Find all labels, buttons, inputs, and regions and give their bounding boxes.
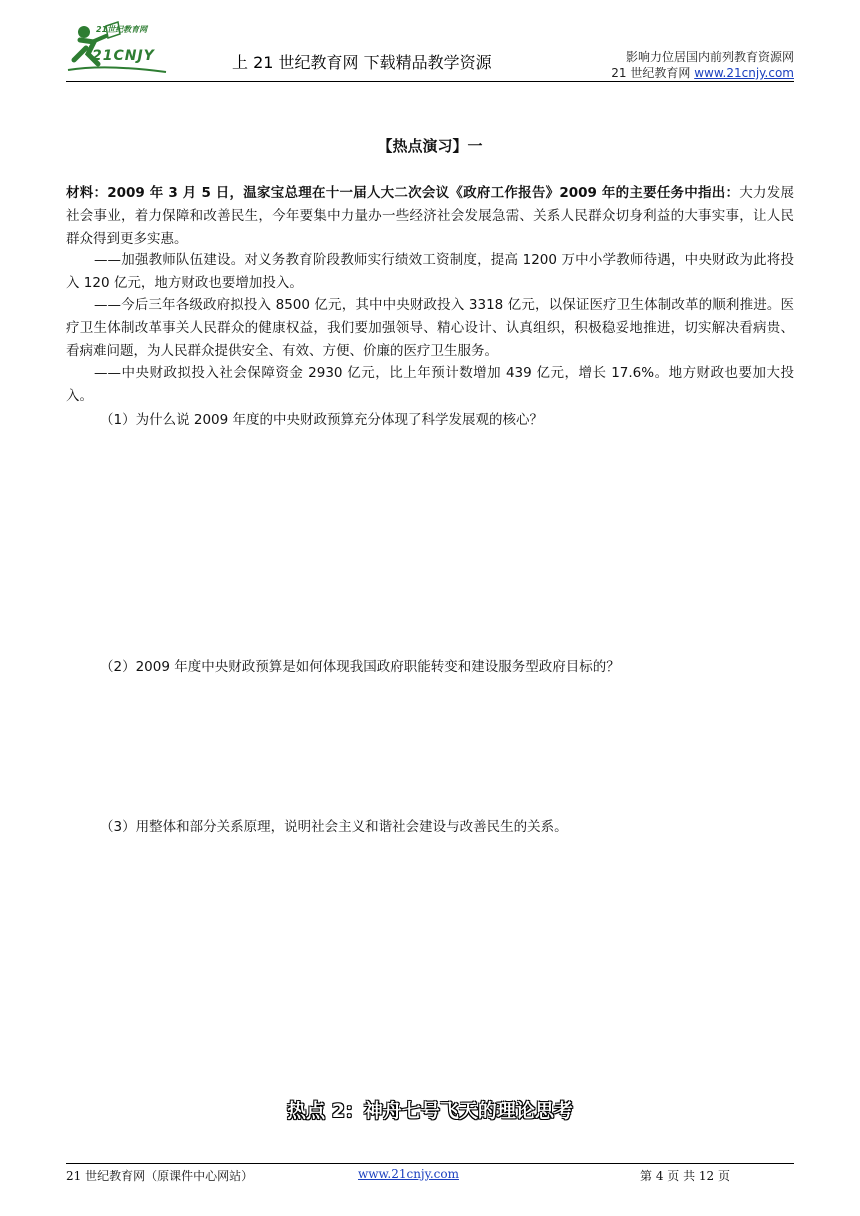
- material-paragraph-1: [66, 182, 794, 251]
- footer-site-link[interactable]: www.21cnjy.com: [358, 1167, 459, 1181]
- question-1: （1）为什么说 2009 年度的中央财政预算充分体现了科学发展观的核心？: [100, 412, 544, 428]
- logo-brand-text: 21CNJY: [92, 48, 155, 64]
- question-2: （2）2009 年度中央财政预算是如何体现我国政府职能转变和建设服务型政府目标的？: [100, 659, 620, 675]
- material-lead-rest: 大力发展社会事业，着力保障和改善民生，今年要集中力量办一些经济社会发展急需、关系人民群众切身利益的大事实事，让人民群众得到更多实惠。: [66, 185, 794, 247]
- header-slogan: 上 21 世纪教育网 下载精品教学资源: [232, 53, 492, 72]
- page-number: 第 4 页 共 12 页: [640, 1169, 730, 1183]
- footer-divider: [66, 1163, 794, 1164]
- material-lead-bold: 材料：2009 年 3 月 5 日，温家宝总理在十一届人大二次会议《政府工作报告》2009 年的主要任务中指出：: [66, 185, 740, 201]
- section-title: 【热点演习】一: [377, 137, 483, 155]
- material-paragraph-3: ——今后三年各级政府拟投入 8500 亿元，其中中央财政投入 3318 亿元，以保证医疗卫生体制改革的顺利推进。医疗卫生体制改革事关人民群众的健康权益，我们要加强领导、精心设计、认真组织，积极稳妥地推进，切实解决看病贵、看病难问题，为人民群众提供安全、有效、方便、价廉的医疗卫生服务。: [66, 297, 794, 359]
- header-tagline: 影响力位居国内前列教育资源网: [625, 50, 794, 64]
- footer-site-name: 21 世纪教育网（原课件中心网站）: [66, 1169, 254, 1183]
- header-site-line: [611, 64, 794, 81]
- material-paragraph-2: ——加强教师队伍建设。对义务教育阶段教师实行绩效工资制度，提高 1200 万中小学教师待遇，中央财政为此将投入 120 亿元，地方财政也要增加投入。: [66, 252, 794, 291]
- question-3: （3）用整体和部分关系原理，说明社会主义和谐社会建设与改善民生的关系。: [100, 819, 568, 835]
- header-site-link[interactable]: www.21cnjy.com: [694, 66, 794, 80]
- logo-small-text: 21世纪教育网: [96, 25, 148, 34]
- hot-topic-heading: 热点 2：神舟七号飞天的理论思考: [287, 1100, 573, 1122]
- material-paragraph-4: ——中央财政拟投入社会保障资金 2930 亿元，比上年预计数增加 439 亿元，增长 17.6%。地方财政也要加大投入。: [66, 365, 794, 404]
- header-divider: [66, 81, 794, 82]
- header-site-name: 21 世纪教育网: [611, 66, 695, 80]
